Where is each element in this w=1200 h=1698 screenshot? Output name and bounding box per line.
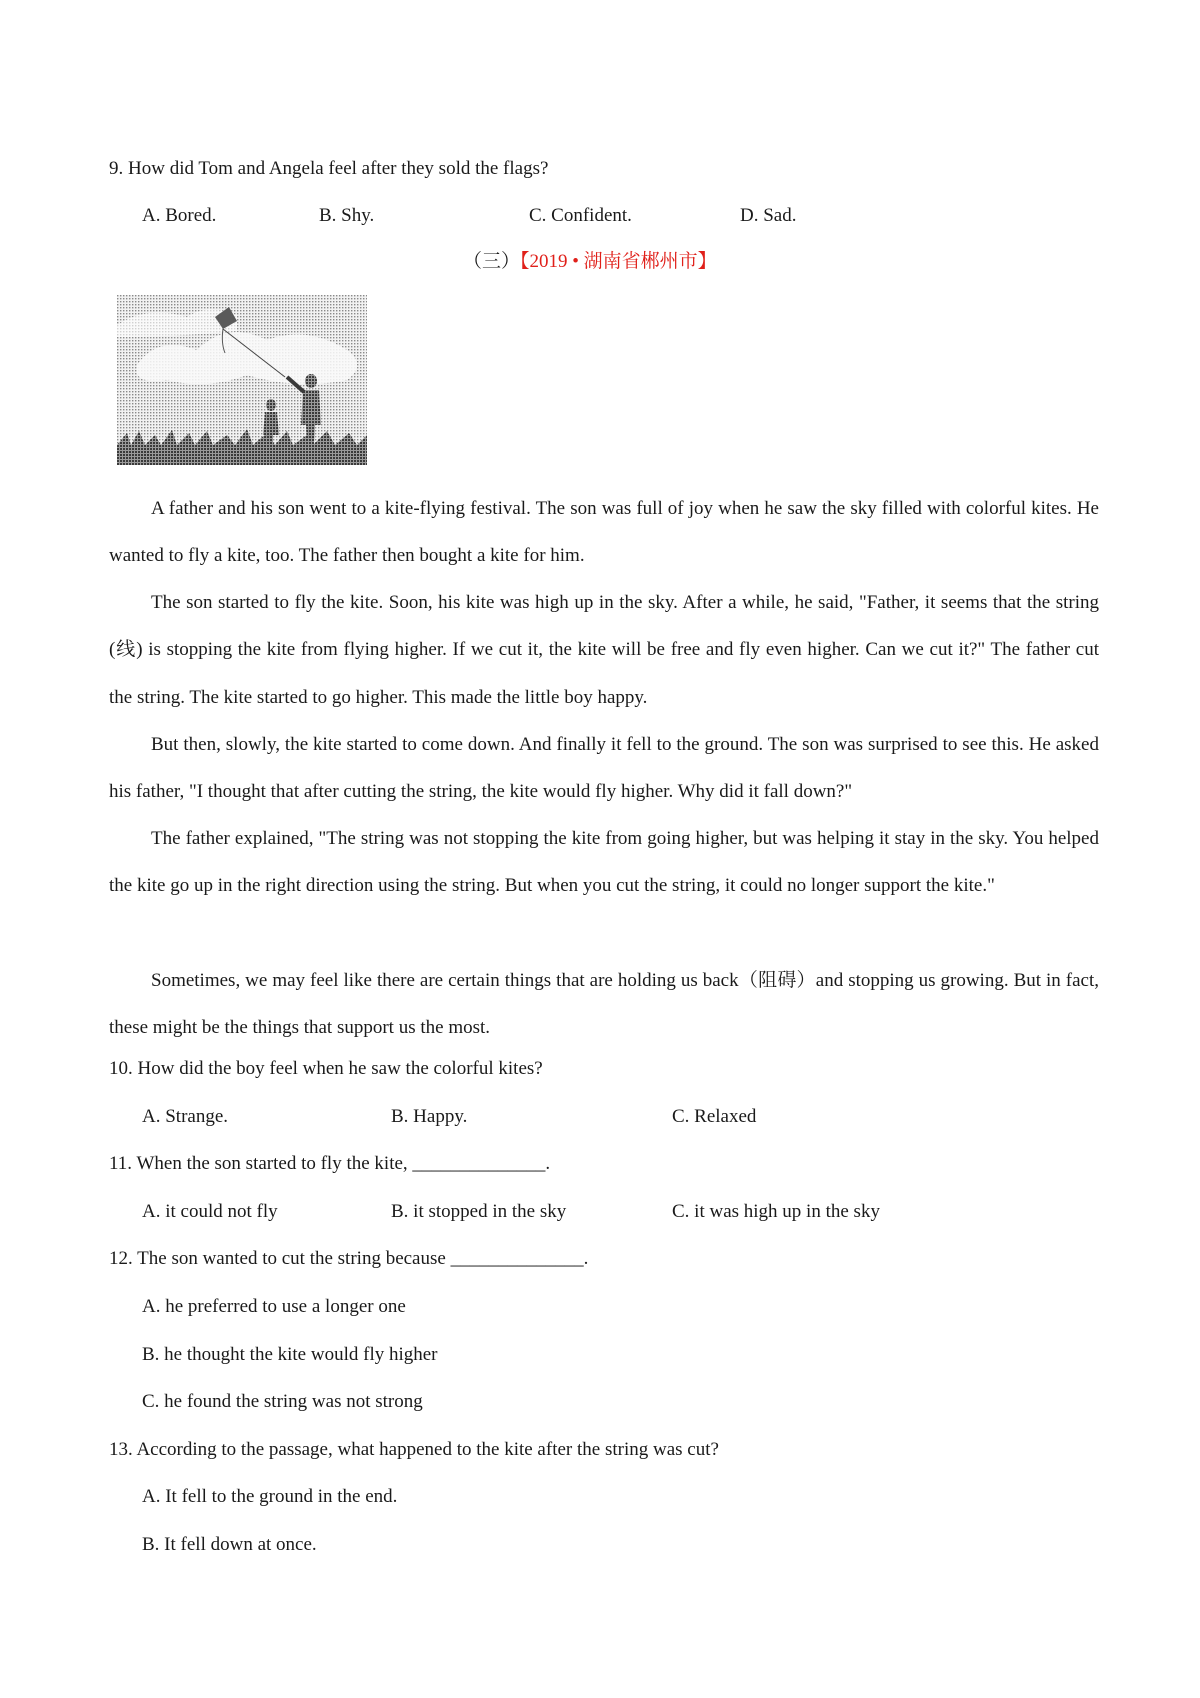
q11-option-c[interactable]: C. it was high up in the sky <box>672 1201 880 1222</box>
passage-paragraph-5: Sometimes, we may feel like there are certain things that are holding us back（阻碍）and stopping us growing. But in fact, these might be the things that support us the most. <box>109 970 1099 1039</box>
q10-option-b[interactable]: B. Happy. <box>391 1106 468 1127</box>
q9-option-c[interactable]: C. Confident. <box>529 205 632 226</box>
section-prefix: （三） <box>463 251 521 272</box>
question-13: 13. According to the passage, what happened to the kite after the string was cut? <box>109 1439 719 1460</box>
q12-option-b[interactable]: B. he thought the kite would fly higher <box>142 1344 438 1365</box>
kite-illustration <box>117 295 367 465</box>
q12-option-a[interactable]: A. he preferred to use a longer one <box>142 1296 406 1317</box>
q10-option-c[interactable]: C. Relaxed <box>672 1106 757 1127</box>
question-11: 11. When the son started to fly the kite, ______________. <box>109 1153 551 1174</box>
question-12: 12. The son wanted to cut the string because ______________. <box>109 1248 589 1269</box>
section-source: 【2019 • 湖南省郴州市】 <box>520 251 717 272</box>
passage-paragraph-1: A father and his son went to a kite-flying festival. The son was full of joy when he saw the sky filled with colorful kites. He wanted to fly a kite, too. The father then bought a kite for him. <box>109 498 1099 567</box>
q12-option-c[interactable]: C. he found the string was not strong <box>142 1391 423 1412</box>
passage-paragraph-2: The son started to fly the kite. Soon, his kite was high up in the sky. After a while, he said, "Father, it seems that the string (线) is stopping the kite from flying higher. If we cut it, the kite will be free and fly even higher. Can we cut it?" The father cut the string. The kite started to go higher. This made the little boy happy. <box>109 592 1099 708</box>
q11-option-a[interactable]: A. it could not fly <box>142 1201 278 1222</box>
q11-option-b[interactable]: B. it stopped in the sky <box>391 1201 567 1222</box>
section-header <box>463 252 717 271</box>
q9-option-b[interactable]: B. Shy. <box>319 205 375 226</box>
q10-option-a[interactable]: A. Strange. <box>142 1106 229 1127</box>
q13-option-a[interactable]: A. It fell to the ground in the end. <box>142 1486 398 1507</box>
q9-option-d[interactable]: D. Sad. <box>740 205 797 226</box>
q9-option-a[interactable]: A. Bored. <box>142 205 217 226</box>
question-10: 10. How did the boy feel when he saw the colorful kites? <box>109 1058 543 1079</box>
passage-paragraph-3: But then, slowly, the kite started to come down. And finally it fell to the ground. The son was surprised to see this. He asked his father, "I thought that after cutting the string, the kite would fly higher. Why did it fall down?" <box>109 734 1099 803</box>
q13-option-b[interactable]: B. It fell down at once. <box>142 1534 317 1555</box>
passage-paragraph-4: The father explained, "The string was not stopping the kite from going higher, but was helping it stay in the sky. You helped the kite go up in the right direction using the string. But when you cut the string, it could no longer support the kite." <box>109 828 1099 897</box>
question-9: 9. How did Tom and Angela feel after they sold the flags? <box>109 158 549 179</box>
